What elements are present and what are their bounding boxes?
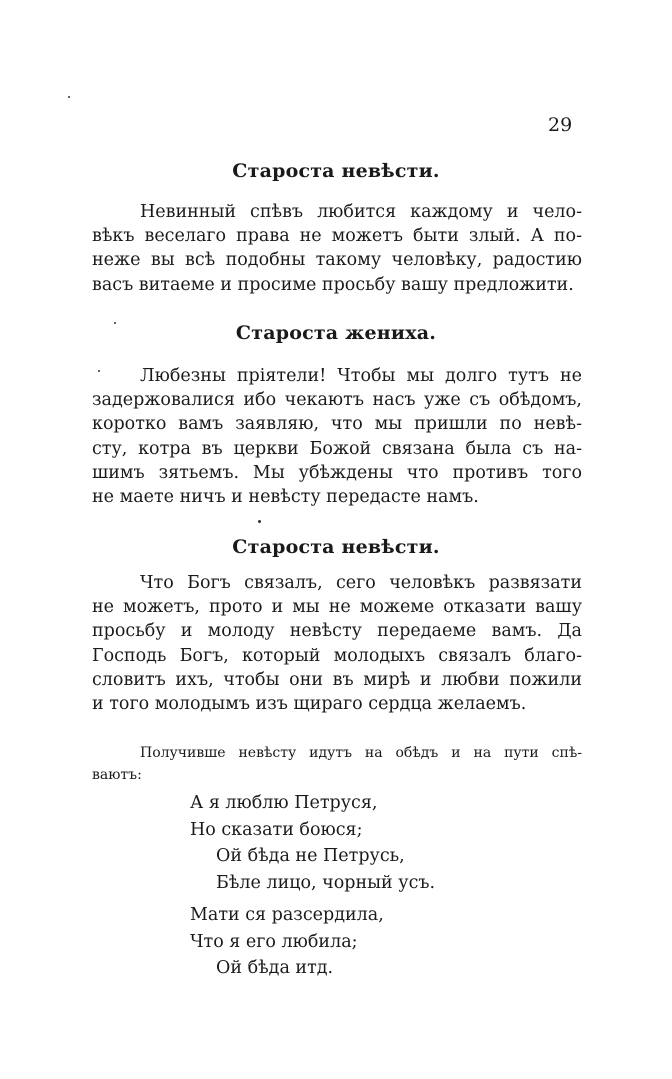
stage-note bbox=[92, 742, 582, 786]
paragraph-line: Невинный спѣвъ любится каждому и чело- bbox=[140, 202, 582, 222]
paragraph-line: не можетъ, прото и мы не можеме отказати вашу bbox=[92, 597, 582, 618]
paragraph-line: шимъ зятьемъ. Мы убѣждены что противъ того bbox=[92, 462, 582, 483]
paragraph-line: и того молодымъ изъ щираго сердца желаемъ. bbox=[92, 694, 527, 715]
verse-line: Но сказати боюся; bbox=[190, 819, 363, 840]
paragraph-line: неже вы всѣ подобны такому человѣку, радостию bbox=[92, 250, 582, 271]
verse-line: Ой бѣда итд. bbox=[216, 958, 334, 978]
paragraph-line: не маете ничъ и невѣсту передасте намъ. bbox=[92, 487, 479, 508]
page-number: 29 bbox=[548, 114, 573, 136]
verse-line: Бѣле лицо, чорный усъ. bbox=[216, 872, 436, 893]
paragraph-line: васъ витаеме и просиме просьбу вашу предложити. bbox=[92, 274, 574, 295]
paragraph-line: коротко вамъ заявляю, что мы пришли по невѣ- bbox=[92, 414, 582, 435]
section-heading: Староста жениха. bbox=[235, 322, 437, 344]
section-paragraph bbox=[92, 200, 582, 297]
verse-line: Ой бѣда не Петрусь, bbox=[216, 846, 405, 866]
verse-line: Что я его любила; bbox=[190, 931, 358, 952]
section-paragraph bbox=[92, 364, 582, 509]
ink-speck bbox=[258, 520, 261, 523]
ink-speck bbox=[98, 370, 100, 372]
paragraph-line: словитъ ихъ, чтобы они въ мирѣ и любви пожили bbox=[92, 669, 582, 690]
paragraph-line: Что Богъ связалъ, сего человѣкъ развязати bbox=[140, 573, 582, 593]
verse-line: А я люблю Петруся, bbox=[190, 793, 378, 813]
note-line: Получивше невѣсту идутъ на обѣдъ и на пути спѣ- bbox=[140, 745, 582, 761]
section-heading: Староста невѣсти. bbox=[232, 160, 440, 182]
ink-speck bbox=[114, 322, 116, 324]
note-line: ваютъ: bbox=[92, 767, 142, 783]
paragraph-line: сту, котра въ церкви Божой связана была съ на- bbox=[92, 438, 582, 459]
paragraph-line: Господь Богъ, который молодыхъ связалъ благо- bbox=[92, 645, 582, 666]
section-heading: Староста невѣсти. bbox=[232, 536, 440, 558]
paragraph-line: Любезны пріятели! Чтобы мы долго тутъ не bbox=[140, 366, 582, 386]
section-paragraph bbox=[92, 571, 582, 716]
paragraph-line: просьбу и молоду невѣсту передаеме вамъ. Да bbox=[92, 621, 582, 642]
song-stanza bbox=[190, 790, 435, 896]
song-stanza bbox=[190, 902, 384, 982]
ink-speck bbox=[68, 96, 70, 98]
paragraph-line: вѣкъ веселаго права не можетъ быти злый. А по- bbox=[92, 226, 582, 247]
verse-line: Мати ся разсердила, bbox=[190, 905, 384, 925]
paragraph-line: задержовалися ибо чекаютъ насъ уже съ обѣдомъ, bbox=[92, 390, 582, 411]
